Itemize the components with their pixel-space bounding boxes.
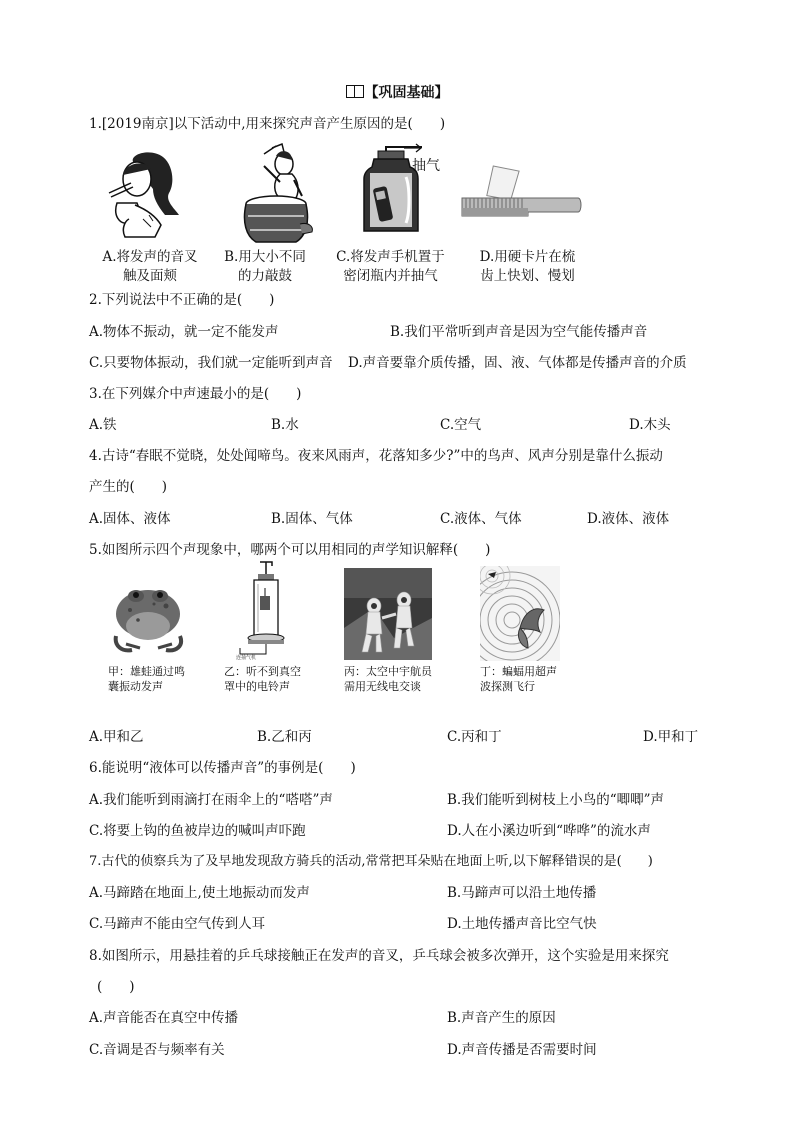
q1-pump-label: 抽气: [412, 158, 440, 174]
q6-option-d: D.人在小溪边听到“哗哗”的流水声: [447, 823, 651, 839]
q4-option-d: D.液体、液体: [587, 511, 670, 527]
svg-text:连抽气机: 连抽气机: [236, 655, 257, 660]
q7-option-d: D.土地传播声音比空气快: [447, 916, 597, 932]
q8-stem-line1: 8.如图所示，用悬挂着的乒乓球接触正在发声的音叉，乒乓球会被多次弹开，这个实验是用来探究: [89, 948, 669, 964]
q1-figure-a-tuning-fork-face: [95, 145, 190, 240]
q5-option-d: D.甲和丁: [643, 729, 699, 745]
q8-option-a: A.声音能否在真空中传播: [89, 1010, 239, 1026]
q4-stem-line1: 4.古诗“春眠不觉晓，处处闻啼鸟。夜来风雨声，花落知多少?”中的鸟声、风声分别是靠什么振动: [89, 448, 663, 464]
q5-caption-jia: 甲：雄蛙通过鸣 囊振动发声: [108, 665, 185, 693]
q5-figure-yi-vacuum-bell: [232, 560, 292, 660]
arrow-right-icon: [404, 143, 424, 153]
q3-option-b: B.水: [271, 417, 299, 433]
q1-stem: 1.[2019南京]以下活动中,用来探究声音产生原因的是( ): [89, 116, 446, 132]
q2-option-c: C.只要物体振动，我们就一定能听到声音: [89, 355, 333, 371]
q4-stem-line2: 产生的( ): [89, 479, 168, 495]
q4-option-c: C.液体、气体: [440, 511, 522, 527]
q5-stem: 5.如图所示四个声现象中，哪两个可以用相同的声学知识解释( ): [89, 542, 491, 558]
section-title: 【巩固基础】: [0, 82, 794, 102]
q5-option-b: B.乙和丙: [257, 729, 312, 745]
q2-stem: 2.下列说法中不正确的是( ): [89, 292, 275, 308]
q1-caption-b: B.用大小不同 的力敲鼓: [224, 249, 306, 284]
q3-option-c: C.空气: [440, 417, 482, 433]
q8-option-b: B.声音产生的原因: [447, 1010, 556, 1026]
q5-figure-jia-frog: [106, 576, 192, 656]
q5-caption-bing: 丙：太空中宇航员 需用无线电交谈: [344, 665, 432, 693]
q2-option-b: B.我们平常听到声音是因为空气能传播声音: [390, 324, 648, 340]
q1-caption-a: A.将发声的音叉 触及面颊: [102, 249, 198, 284]
q2-option-a: A.物体不振动，就一定不能发声: [89, 324, 279, 340]
q6-option-b: B.我们能听到树枝上小鸟的“唧唧”声: [447, 792, 665, 808]
q4-option-b: B.固体、气体: [271, 511, 353, 527]
q5-figure-ding-bat-ultrasound: [480, 566, 560, 661]
q4-option-a: A.固体、液体: [89, 511, 171, 527]
q5-caption-ding: 丁：蝙蝠用超声 波探测飞行: [480, 665, 557, 693]
q3-option-a: A.铁: [89, 417, 117, 433]
q7-option-c: C.马蹄声不能由空气传到人耳: [89, 916, 266, 932]
q3-stem: 3.在下列媒介中声速最小的是( ): [89, 386, 302, 402]
q5-caption-yi: 乙：听不到真空 罩中的电铃声: [224, 665, 301, 693]
q5-figure-bing-astronauts: [344, 568, 432, 660]
q2-option-d: D.声音要靠介质传播，固、液、气体都是传播声音的介质: [348, 355, 687, 371]
q1-figure-b-drum: [236, 142, 316, 247]
q1-figure-d-comb-card: [458, 160, 583, 230]
q5-option-c: C.丙和丁: [447, 729, 502, 745]
q1-caption-d: D.用硬卡片在梳 齿上快划、慢划: [479, 249, 576, 284]
q8-option-c: C.音调是否与频率有关: [89, 1042, 225, 1058]
q6-stem: 6.能说明“液体可以传播声音”的事例是( ): [89, 760, 356, 776]
q7-option-b: B.马蹄声可以沿土地传播: [447, 885, 597, 901]
q8-stem-line2: ( ): [97, 979, 135, 995]
q6-option-c: C.将要上钩的鱼被岸边的喊叫声吓跑: [89, 823, 306, 839]
q5-option-a: A.甲和乙: [89, 729, 144, 745]
q6-option-a: A.我们能听到雨滴打在雨伞上的“嗒嗒”声: [89, 792, 333, 808]
book-icon: [346, 85, 364, 98]
q7-stem: 7.古代的侦察兵为了及早地发现敌方骑兵的活动,常常把耳朵贴在地面上听,以下解释错误的是( ): [89, 854, 653, 869]
q8-option-d: D.声音传播是否需要时间: [447, 1042, 597, 1058]
q1-caption-c: C.将发声手机置于 密闭瓶内并抽气: [336, 249, 445, 284]
q7-option-a: A.马蹄踏在地面上,使土地振动而发声: [89, 885, 310, 901]
q3-option-d: D.木头: [629, 417, 671, 433]
